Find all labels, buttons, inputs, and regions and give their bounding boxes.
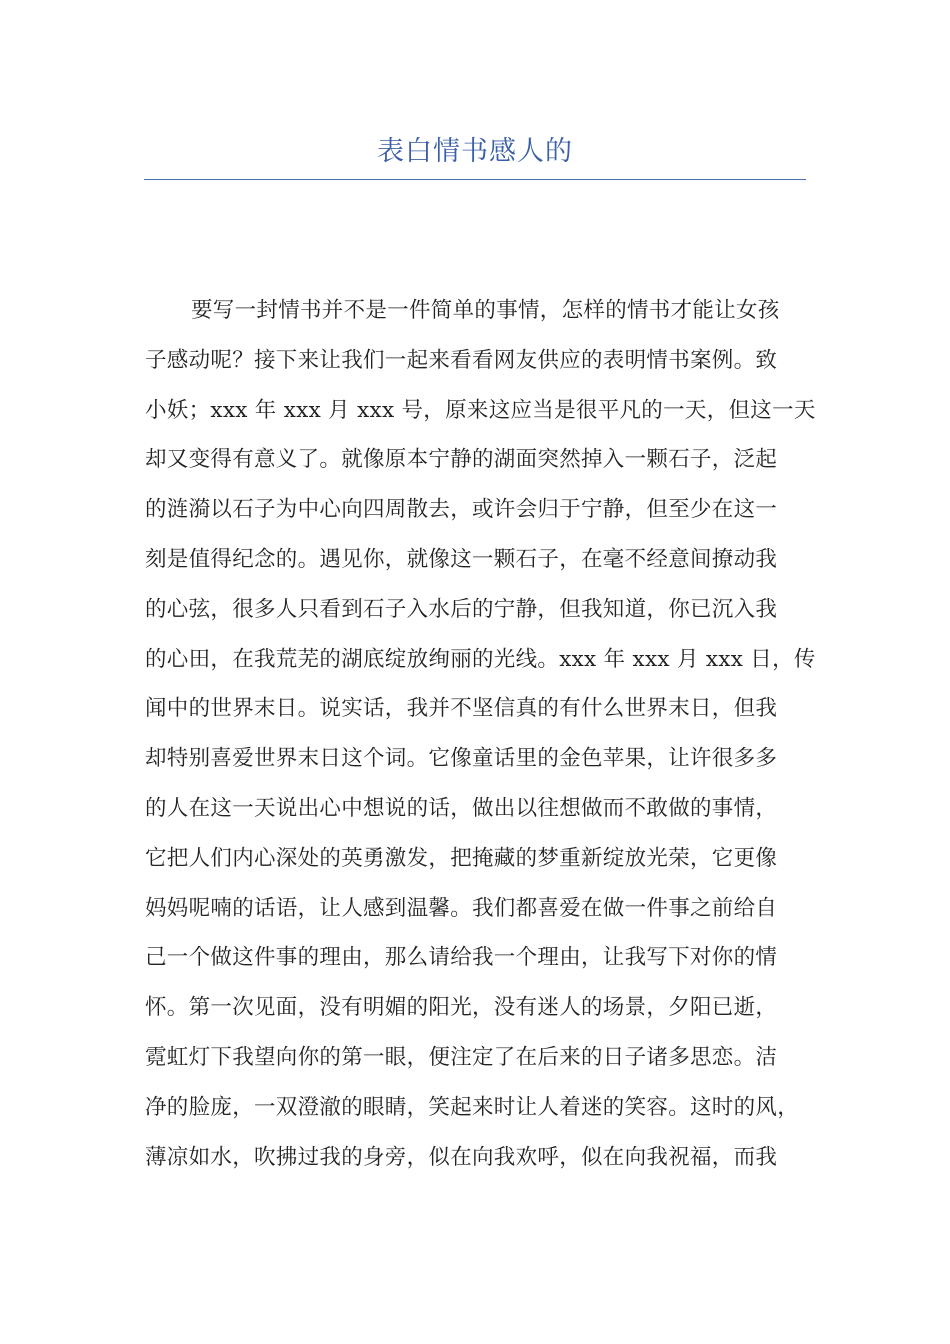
text-line: 小妖；xxx 年 xxx 月 xxx 号，原来这应当是很平凡的一天，但这一天 [145,397,816,423]
text-line: 己一个做这件事的理由，那么请给我一个理由，让我写下对你的情 [145,945,778,971]
text-line: 怀。第一次见面，没有明媚的阳光，没有迷人的场景，夕阳已逝， [145,995,778,1021]
text-line: 净的脸庞，一双澄澈的眼睛，笑起来时让人着迷的笑容。这时的风， [145,1094,800,1120]
text-line: 却又变得有意义了。就像原本宁静的湖面突然掉入一颗石子，泛起 [145,447,778,473]
document-title: 表白情书感人的 [377,136,573,167]
text-line: 刻是值得纪念的。遇见你，就像这一颗石子，在毫不经意间撩动我 [145,546,778,572]
text-line: 它把人们内心深处的英勇激发，把掩藏的梦重新绽放光荣，它更像 [145,845,778,871]
text-line: 薄凉如水，吹拂过我的身旁，似在向我欢呼，似在向我祝福，而我 [145,1144,778,1170]
text-line: 却特别喜爱世界末日这个词。它像童话里的金色苹果，让许很多多 [145,746,778,772]
text-line: 的涟漪以石子为中心向四周散去，或许会归于宁静，但至少在这一 [145,497,778,523]
text-line: 的心弦，很多人只看到石子入水后的宁静，但我知道，你已沉入我 [145,596,778,622]
text-line: 要写一封情书并不是一件简单的事情，怎样的情书才能让女孩 [191,298,780,323]
text-line: 子感动呢？接下来让我们一起来看看网友供应的表明情书案例。致 [145,347,778,373]
body-paragraph [145,286,816,1182]
text-line: 闻中的世界末日。说实话，我并不坚信真的有什么世界末日，但我 [145,696,778,722]
text-line: 妈妈呢喃的话语，让人感到温馨。我们都喜爱在做一件事之前给自 [145,895,778,921]
text-line: 霓虹灯下我望向你的第一眼，便注定了在后来的日子诸多思恋。洁 [145,1044,778,1070]
text-line: 的心田，在我荒芜的湖底绽放绚丽的光线。xxx 年 xxx 月 xxx 日，传 [145,646,816,672]
text-line: 的人在这一天说出心中想说的话，做出以往想做而不敢做的事情， [145,795,778,821]
title-underline [144,179,806,180]
